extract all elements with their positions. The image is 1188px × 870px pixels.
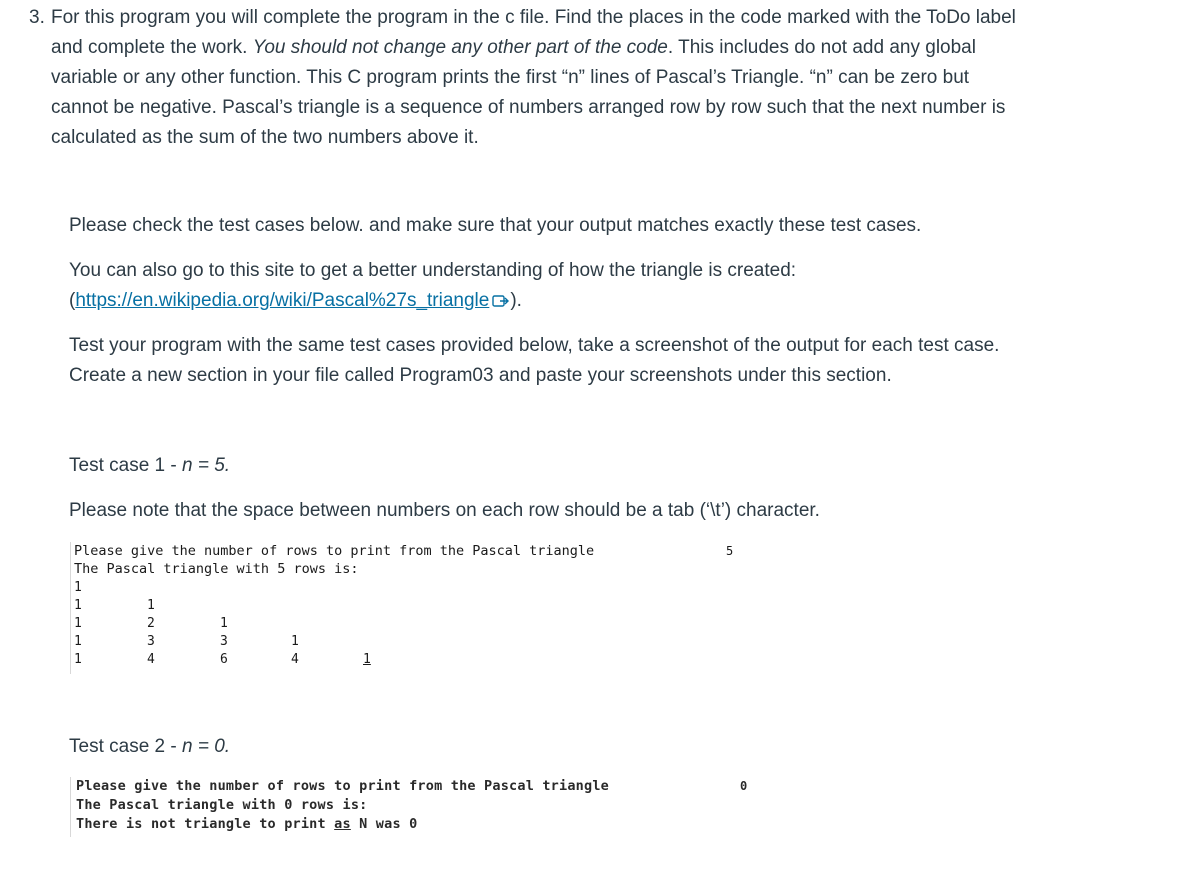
console-message-part: There is not triangle to print (76, 816, 335, 832)
triangle-cell: 1 (363, 652, 371, 667)
wikipedia-link[interactable]: https://en.wikipedia.org/wiki/Pascal%27s_triangle (75, 290, 490, 311)
triangle-cell: 1 (220, 616, 228, 631)
link-close: ). (510, 290, 522, 311)
question-line-2-italic: You should not change any other part of the code (252, 37, 668, 58)
triangle-cell: 1 (74, 598, 82, 613)
test-case-1-expr: n = 5. (182, 455, 231, 476)
external-link-icon[interactable] (492, 288, 510, 318)
tab-note-text: Please note that the space between numbers on each row should be a tab (‘\t’) character. (69, 500, 820, 521)
console-header: The Pascal triangle with 0 rows is: (76, 797, 368, 813)
test-case-2-expr: n = 0. (182, 736, 231, 757)
test-case-1-label: Test case 1 - (69, 455, 182, 476)
console-header: The Pascal triangle with 5 rows is: (74, 561, 359, 577)
link-line (69, 286, 796, 318)
triangle-cell: 2 (147, 616, 155, 631)
test-case-1-heading (69, 451, 230, 481)
triangle-cell: 1 (74, 616, 82, 631)
console-message-part: as (334, 816, 351, 832)
triangle-cell: 1 (74, 634, 82, 649)
console-message-part: N was 0 (350, 816, 418, 832)
console-message (76, 815, 417, 833)
triangle-cell: 4 (291, 652, 299, 667)
link-open-paren: ( (69, 290, 76, 311)
test-case-1-screenshot (70, 542, 751, 674)
test-instructions-line-2: Create a new section in your file called Program03 and paste your screenshots under this section. (69, 365, 892, 386)
console-input: 5 (726, 544, 734, 558)
triangle-cell: 3 (147, 634, 155, 649)
site-text: You can also go to this site to get a better understanding of how the triangle is created: (69, 260, 797, 281)
question-line-2-plain: and complete the work. (51, 37, 253, 58)
triangle-cell: 1 (74, 580, 82, 595)
question-number: 3. (29, 7, 45, 28)
triangle-cell: 6 (220, 652, 228, 667)
check-test-cases-text: Please check the test cases below. and make sure that your output matches exactly these test cases. (69, 215, 922, 236)
triangle-cell: 1 (147, 598, 155, 613)
console-prompt: Please give the number of rows to print from the Pascal triangle (76, 778, 609, 794)
triangle-cell: 1 (291, 634, 299, 649)
test-case-2-label: Test case 2 - (69, 736, 182, 757)
test-instructions (69, 331, 999, 391)
triangle-cell: 3 (220, 634, 228, 649)
test-case-2-screenshot (70, 777, 771, 837)
question-line-3: variable or any other function. This C program prints the first “n” lines of Pascal’s Triangle. “n” can be zero but (51, 67, 970, 88)
question-line-5: calculated as the sum of the two numbers above it. (51, 127, 479, 148)
question-line-1: For this program you will complete the program in the c file. Find the places in the code marked with the ToDo label (51, 7, 1016, 28)
question-line-4: cannot be negative. Pascal’s triangle is a sequence of numbers arranged row by row such that the next number is (51, 97, 1006, 118)
question-line-2 (51, 33, 1016, 63)
triangle-cell: 1 (74, 652, 82, 667)
test-case-2-heading (69, 732, 230, 762)
console-prompt: Please give the number of rows to print from the Pascal triangle (74, 543, 595, 559)
test-instructions-line-1: Test your program with the same test cases provided below, take a screenshot of the output for each test case. (69, 335, 1000, 356)
site-reference-text (69, 256, 796, 318)
triangle-cell: 4 (147, 652, 155, 667)
question-text (51, 3, 1016, 153)
question-line-2-rest: . This includes do not add any global (667, 37, 976, 58)
console-input: 0 (740, 779, 748, 793)
